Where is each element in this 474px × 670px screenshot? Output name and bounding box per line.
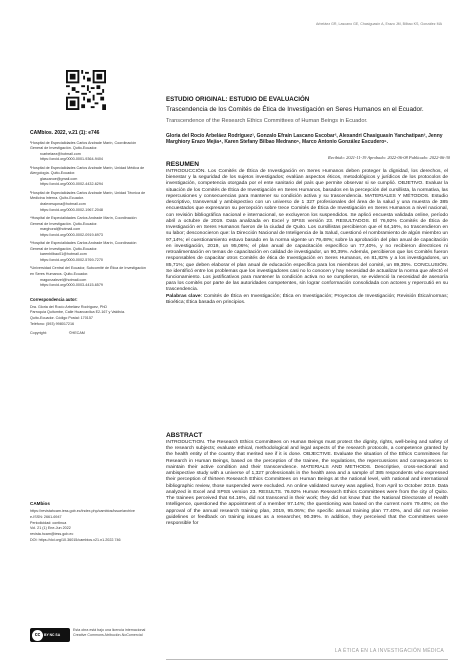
journal-email[interactable]: revista.hcam@iess.gob.ec bbox=[30, 532, 74, 537]
license-text: Esta obra está bajo una licencia internacional Creative Commons Atribución-NoComercial bbox=[73, 628, 146, 638]
abstract-section bbox=[166, 432, 448, 527]
author-email[interactable]: rcarbelaez@hotmail.com bbox=[40, 151, 81, 156]
keywords-list: : Comités de Ética en Investigación; Ética en Investigación; Proyectos de Investigación; Revisión Ética/normas; Bioética; Ética basada en principios. bbox=[166, 293, 448, 305]
affiliation: ³Hospital de Especialidades Carlos Andrade Marín, Unidad Técnica de Medicina Interna. Quito-Ecuador. dralexesqona@hotmail.com https://orcid.org/0000-0002-1967-2048 bbox=[30, 191, 150, 213]
journal-issn: e-ISSN: 2661-6947 bbox=[30, 514, 62, 519]
author-list: Gloria del Rocío Arbeláez Rodríguez¹, Gonzalo Efraín Lascano Escobar², Alexandri Chasiguasín Yanchatipan³, Jenny Marghiory Erazo Mejía⁴, Karen Stefany Bilbao Medrano⁵, Marco Antonio González Escudero⁶. bbox=[166, 132, 443, 146]
journal-info-box bbox=[30, 500, 150, 544]
orcid-link[interactable]: https://orcid.org/0000-0002-1967-2048 bbox=[40, 207, 103, 212]
creative-commons-badge[interactable] bbox=[30, 628, 70, 642]
journal-archive-link[interactable]: https://revistahcam.iess.gob.ec/index.php/cambios/issue/archive bbox=[30, 509, 135, 514]
author-email[interactable]: karenbilbao01@hotmail.com bbox=[40, 252, 87, 257]
abstract-body: INTRODUCTION. The Research Ethics Committees on Human Beings must protect the dignity, rights, well-being and safety of the research subjects; evaluate ethical, methodological and legal aspects of the research protocols, a competence granted by the health entity of the country that merited see if it is done. OBJECTIVE. Evaluate the situation of the Ethics Committees for Research in Human Beings, based on the perception of the trainee, the regulations, the repercussions and consequences to maintain their active condition and their transcendence. MATERIALS AND METHODS. Descriptive, cross-sectional and ambispective study with a universe of 1,327 professionals in the health area and a sample of 385 respondents who expressed their perception of thirteen Research Ethics Committees on Human Beings at the national level, with national and international bibliographic review, those suspended were excluded. An online validated survey was applied, from April to October 2019. Data analyzed in Excel and SPSS version 23. RESULTS. 76.92% Human Research Ethics Committees were from the city of Quito. The trainees perceived that 64.16%, did not transcend in their work; they did not know that: the National Directorate of Health Intelligence, questioned the appointment of a member 97.14%; the questioning was based on the current norm 79.48%; on the approval of the annual research training plan, 2019, 95.06%; the specific annual training plan 77.40%, and did not receive guidelines or feedback on training issues as a researcher, 90.39%. In addition, they perceived that the Committees were responsible for bbox=[166, 440, 448, 527]
orcid-link[interactable]: https://orcid.org/0000-0001-9364-9404 bbox=[40, 157, 103, 162]
footer-title: LA ÉTICA EN LA INVESTIGACIÓN MÉDICA bbox=[334, 648, 444, 654]
title-spanish: Trascendencia de los Comités de Ética de Investigación en Seres Humanos en el Ecuador. bbox=[166, 106, 424, 113]
journal-reference: CAMbios. 2022, v.21 (1): e746 bbox=[30, 130, 100, 136]
copyright bbox=[30, 331, 150, 337]
journal-volume: Vol. 21 (1) Ene-Jun 2022 bbox=[30, 526, 71, 531]
resumen-body: INTRODUCCIÓN. Los Comités de Ética de Investigación en Seres Humanos deben proteger la dignidad, los derechos, el bienestar y la seguridad de los sujetos investigados; evalúan aspectos éticos, metodológicos y jurídicos de los protocolos de investigación, competencia otorgada por el ente sanitario del país que permite observar si se cumplió. OBJETIVO. Evaluar la situación de los Comités de Ética de Investigación en Seres Humanos, basados en la percepción del cursillista, la normativa, las repercusiones y consecuencias para mantener su condición activa y su trascendencia. MATERIALES Y MÉTODOS. Estudio descriptivo, transversal y ambispectivo con un universo de 1 327 profesionales del área de la salud y una muestra de 385 encuestados que expresaron su percepción sobre trece Comités de Ética de Investigación en Seres Humanos a nivel nacional, con revisión bibliográfica nacional e internacional, se excluyeron los suspendidos. Se aplicó encuesta validada online, período abril a octubre de 2019. Data analizada en Excel y SPSS versión 23. RESULTADOS. El 76,92% Comités de Ética de Investigación en Seres Humanos fueron de la ciudad de Quito. Los cursillistas percibieron que el 64,16%, no trascendieron en su labor; desconocieron que: la Dirección Nacional de Inteligencia de la Salud, cuestionó el nombramiento de algún miembro un 97,14%; el cuestionamiento estuvo basado en la norma vigente un 79,48%; sobre la aprobación del plan anual de capacitación en investigación, 2019, un 95,06%; el plan anual de capacitación específico un 77,40%, y no recibieron directrices ni retroalimentación en temas de capacitación en calidad de investigador, un 90,39%. Además, percibieron que los Comités fueron responsables de capacitar otros Comités de ética de Investigación en Seres Humanos, en 81,82% y a los investigadores, un 85,71%; que deben elaborar el plan anual de educación específica para los miembros del comité, un 89,35%. CONCLUSIÓN. Se identificó entre los problemas que los investigadores casi no lo conocen y hay necesidad de actualizar la norma que afectó el funcionamiento. Los justificativos para mantener la condición activa no se cumplieron, se evidenció la necesidad de asesoría para los comités por parte de las autoridades competentes, sin lograr conformación consolidada con actores y repercutió en su trascendencia. bbox=[166, 169, 448, 293]
author-email[interactable]: marghoral@hotmail.com bbox=[40, 227, 81, 232]
journal-name: CAMbios bbox=[30, 501, 50, 506]
cc-terms: BY NC SA bbox=[44, 633, 61, 637]
copyright-value: ©HECAM bbox=[68, 331, 85, 336]
journal-periodicity: Periodicidad: continua bbox=[30, 520, 67, 525]
orcid-link[interactable]: https://orcid.org/0000-0002-4432-6294 bbox=[40, 182, 103, 187]
doi-link[interactable]: DOI: https://doi.org/10.36015/cambios.v21.n1.2022.746 bbox=[30, 537, 121, 542]
running-head: Arbeláez GR, Lascano GE, Chasiguasín A, Erazo JM, Bilbao KS, González MA bbox=[315, 22, 442, 26]
keywords-label: Palabras clave bbox=[166, 293, 201, 299]
correspondence-line: Quito-Ecuador. Código Postal: 170157 bbox=[30, 316, 93, 321]
left-sidebar bbox=[30, 130, 150, 337]
correspondence-line: Parroquia Quitumbe, Calle Huancavilca E2-167 y Valdivia. bbox=[30, 310, 126, 315]
author-email[interactable]: glascanoe@gmail.com bbox=[40, 176, 78, 181]
article-type: ESTUDIO ORIGINAL: ESTUDIO DE EVALUACIÓN bbox=[166, 96, 310, 103]
correspondence-line: Teléfono: (593) 998017216 bbox=[30, 321, 75, 326]
resumen-heading: RESUMEN bbox=[166, 161, 199, 168]
abstract-heading: ABSTRACT bbox=[166, 432, 203, 439]
author-email[interactable]: magonzalezel@hotmail.com bbox=[40, 277, 87, 282]
article-header bbox=[166, 96, 446, 152]
title-english: Transcendence of the Research Ethics Committees of Human Beings in Ecuador. bbox=[166, 118, 368, 125]
affiliation: ⁴Hospital de Especialidades Carlos Andrade Marín, Coordinación General de Investigación. Quito-Ecuador. marghoral@hotmail.com https://orcid.org/0000-0002-0919-6973 bbox=[30, 216, 150, 238]
correspondence-heading: Correspondencia autor: bbox=[30, 296, 78, 302]
orcid-link[interactable]: https://orcid.org/0000-0002-0919-6973 bbox=[40, 232, 103, 237]
footer-divider bbox=[166, 659, 448, 660]
affiliation: ¹Hospital de Especialidades Carlos Andrade Marín, Coordinación General de Investigación. Quito-Ecuador. rcarbelaez@hotmail.com https://orcid.org/0000-0001-9364-9404 bbox=[30, 141, 150, 163]
author-email[interactable]: dralexesqona@hotmail.com bbox=[40, 201, 86, 206]
license-block bbox=[30, 628, 154, 642]
orcid-link[interactable]: https://orcid.org/0000-0002-5769-7270 bbox=[40, 257, 103, 262]
copyright-label: Copyright: bbox=[30, 331, 47, 336]
correspondence-line: Dra. Gloria del Rocío Arbeláez Rodríguez, PhD bbox=[30, 304, 108, 309]
orcid-link[interactable]: https://orcid.org/0000-0003-4415-6579 bbox=[40, 283, 103, 288]
affiliation: ⁶Universidad Central del Ecuador, Subcomité de Ética de Investigación en Seres Humanos. Quito-Ecuador. magonzalezel@hotmail.com https://orcid.org/0000-0003-4415-6579 bbox=[30, 266, 150, 288]
cc-icon: cc bbox=[32, 630, 43, 641]
resumen-section bbox=[166, 161, 448, 306]
qr-code[interactable] bbox=[66, 70, 106, 110]
keywords bbox=[166, 294, 448, 306]
affiliation: ⁵Hospital de Especialidades Carlos Andrade Marín, Coordinación General de Investigación. Quito-Ecuador. karenbilbao01@hotmail.com https://orcid.org/0000-0002-5769-7270 bbox=[30, 241, 150, 263]
affiliation: ²Hospital de Especialidades Carlos Andrade Marín, Unidad Médica de Alergología. Quito-Ecuador. glascanoe@gmail.com https://orcid.org/0000-0002-4432-6294 bbox=[30, 166, 150, 188]
publication-dates: Recibido: 2021-11-19 Aprobado: 2022-06-08 Publicado: 2022-06-30 bbox=[328, 155, 450, 160]
